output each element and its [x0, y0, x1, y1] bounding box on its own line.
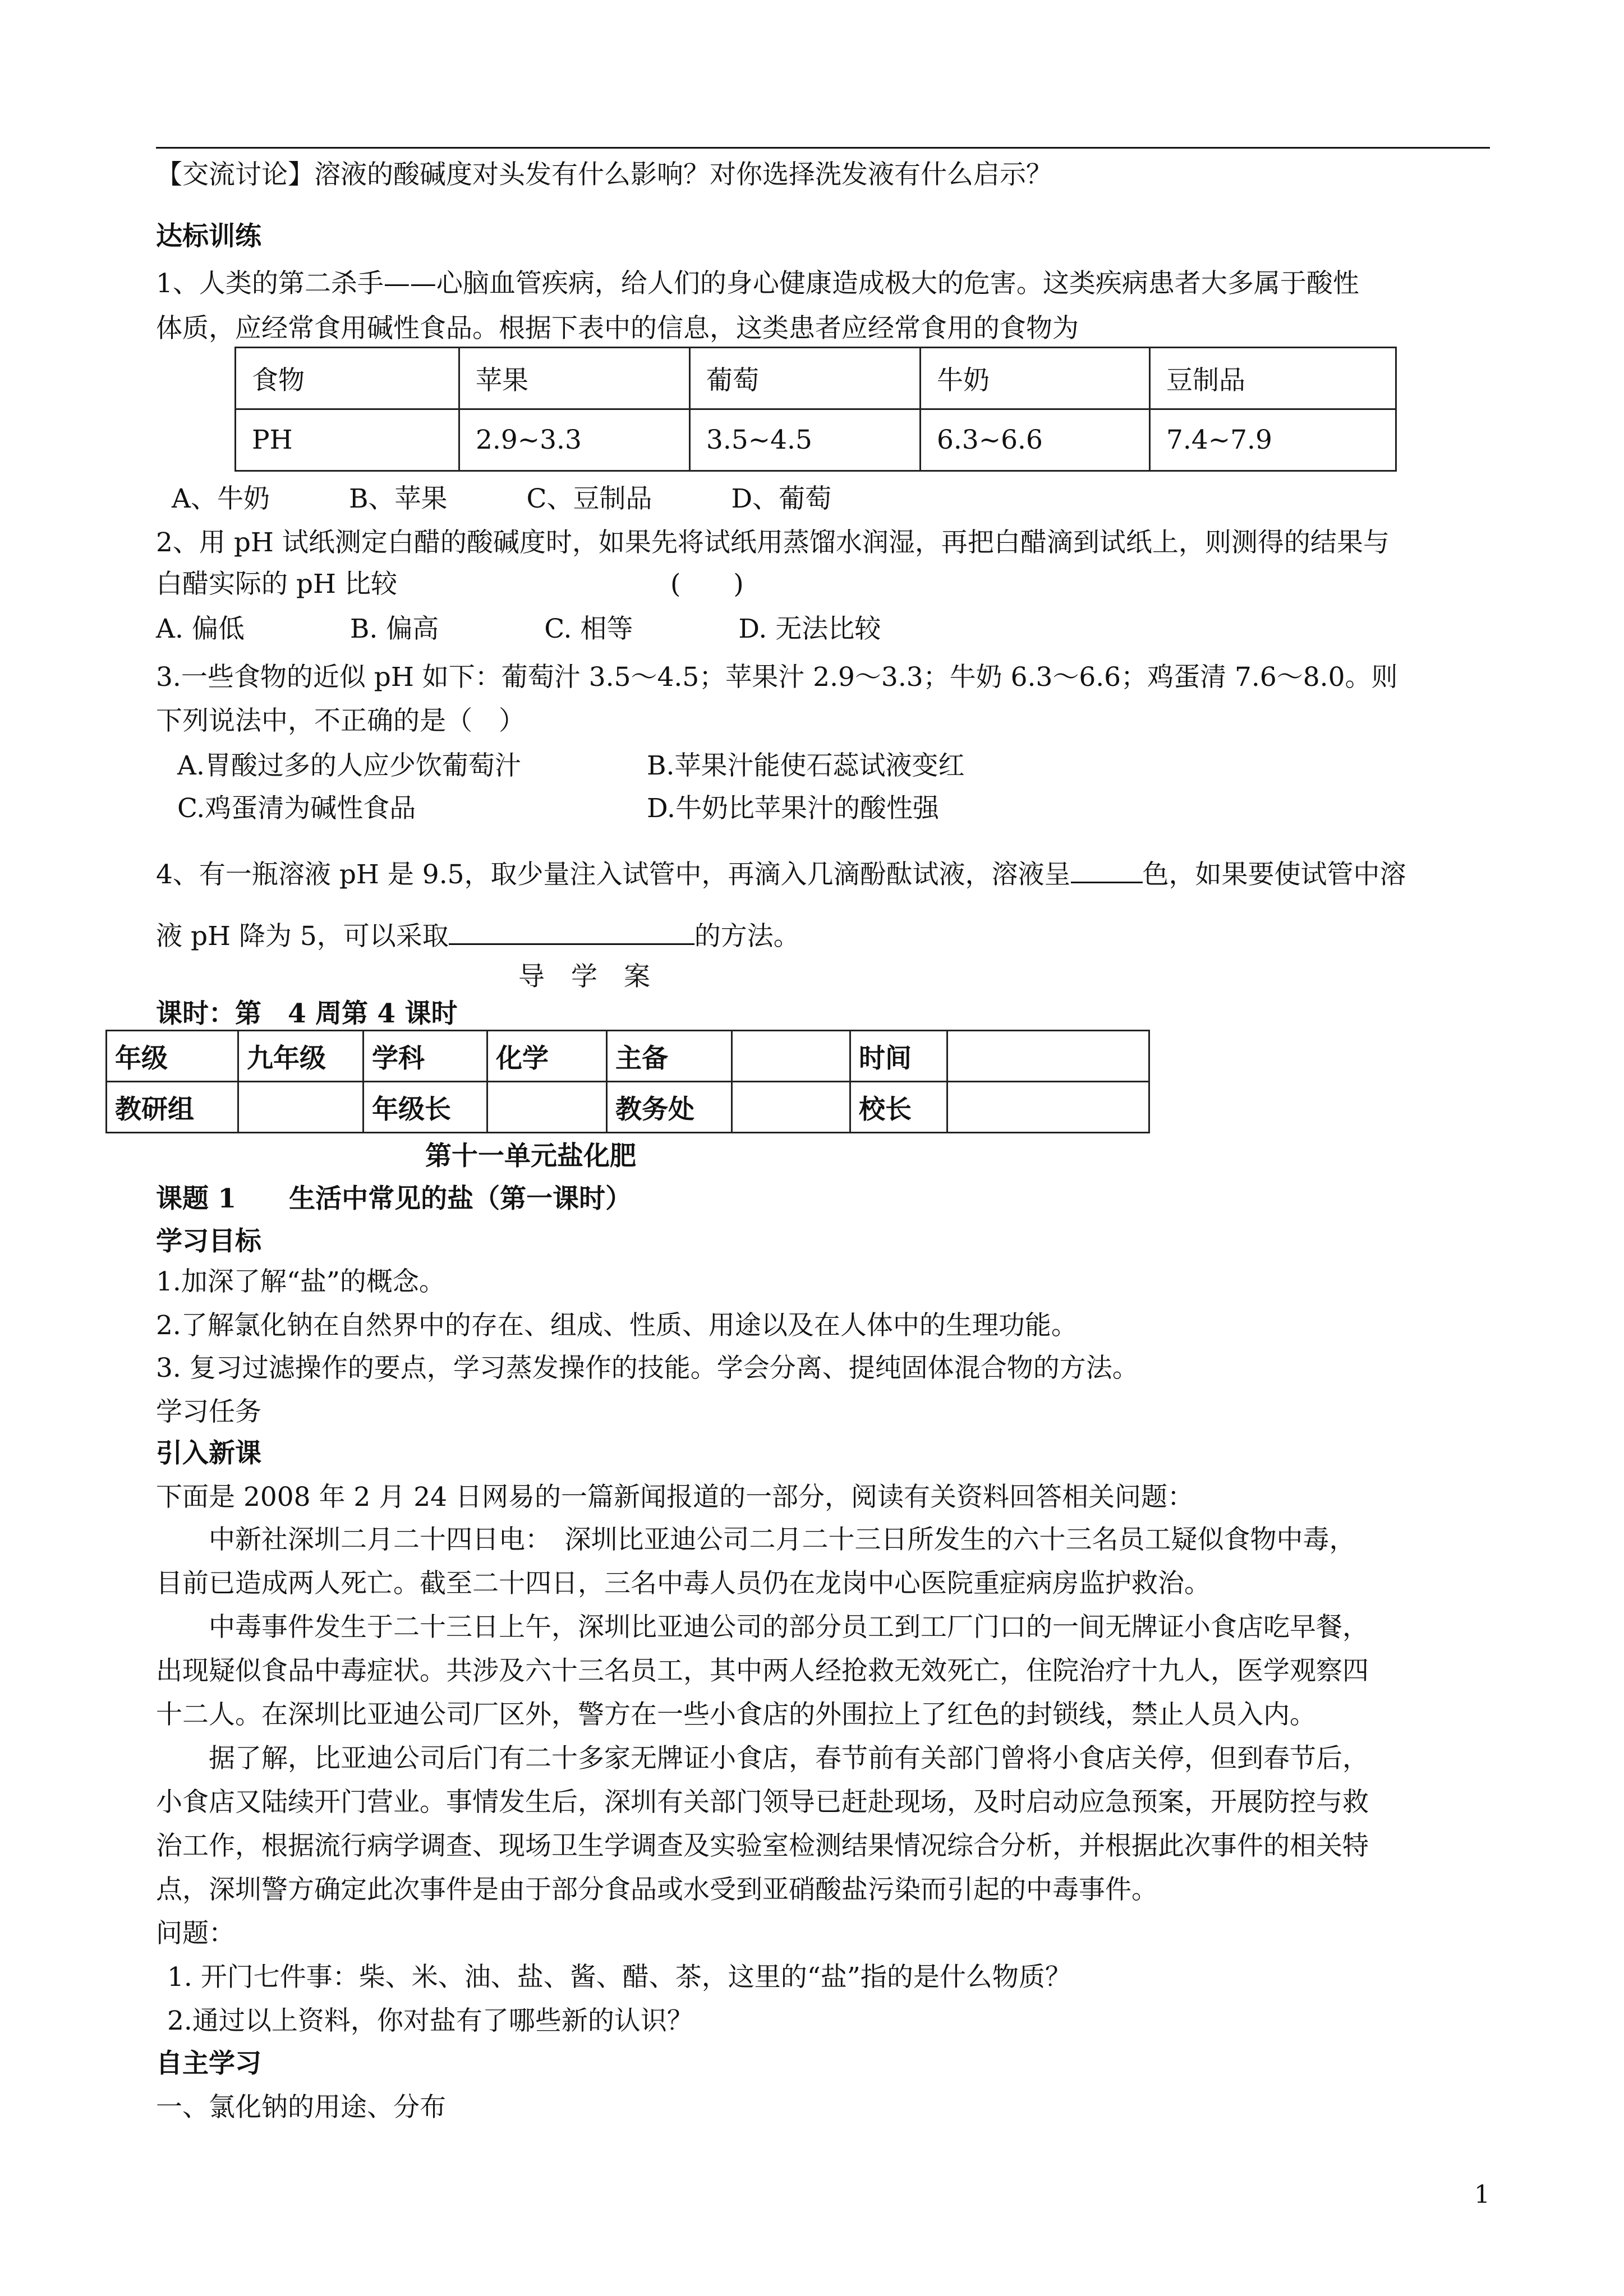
table-cell: 化学 [487, 1031, 607, 1082]
intro-heading: 引入新课 [156, 1438, 261, 1469]
table-cell: 7.4~7.9 [1150, 409, 1396, 471]
q4-line2 [156, 918, 800, 953]
intro-lead: 下面是 2008 年 2 月 24 日网易的一篇新闻报道的一部分，阅读有关资料回答相关问题： [156, 1482, 1194, 1513]
q4-blank-color[interactable] [1071, 856, 1143, 883]
table-cell: 牛奶 [921, 348, 1150, 409]
table-cell [238, 1082, 364, 1133]
table-row [236, 348, 1396, 409]
tasks-heading: 学习任务 [156, 1396, 261, 1427]
q3-option-a: A.胃酸过多的人应少饮葡萄汁 [177, 750, 521, 781]
news-line: 十二人。在深圳比亚迪公司厂区外，警方在一些小食店的外围拉上了红色的封锁线，禁止人员入内。 [156, 1699, 1316, 1730]
table-cell: 年级 [107, 1031, 238, 1082]
question-item: 1. 开门七件事：柴、米、油、盐、酱、醋、茶，这里的“盐”指的是什么物质？ [167, 1962, 1071, 1993]
q2-answer-paren: ( ) [670, 569, 744, 600]
q4-text-part1: 4、有一瓶溶液 pH 是 9.5，取少量注入试管中，再滴入几滴酚酞试液，溶液呈 [156, 859, 1071, 890]
q4-text-part4: 的方法。 [694, 921, 800, 952]
table-cell: 教务处 [607, 1082, 732, 1133]
table-cell [947, 1031, 1149, 1082]
table-cell: 豆制品 [1150, 348, 1396, 409]
questions-heading: 问题： [156, 1918, 235, 1949]
goal-item: 3. 复习过滤操作的要点，学习蒸发操作的技能。学会分离、提纯固体混合物的方法。 [156, 1353, 1139, 1384]
table-cell: 葡萄 [690, 348, 921, 409]
table-row [107, 1031, 1149, 1082]
food-ph-table [234, 347, 1397, 472]
topic-title: 课题 1 生活中常见的盐（第一课时） [156, 1183, 632, 1214]
self-study-heading: 自主学习 [156, 2048, 261, 2079]
table-cell: 时间 [850, 1031, 947, 1082]
page-number: 1 [1474, 2180, 1490, 2209]
news-line: 治工作，根据流行病学调查、现场卫生学调查及实验室检测结果情况综合分析，并根据此次事件的相关特 [156, 1831, 1369, 1861]
goal-item: 1.加深了解“盐”的概念。 [156, 1266, 445, 1297]
guide-title: 导 学 案 [518, 961, 650, 992]
table-cell: 2.9~3.3 [459, 409, 690, 471]
table-row [107, 1082, 1149, 1133]
lesson-info-table [105, 1030, 1150, 1133]
table-cell: 食物 [236, 348, 459, 409]
news-line: 中新社深圳二月二十四日电： 深圳比亚迪公司二月二十三日所发生的六十三名员工疑似食物中毒， [156, 1524, 1356, 1555]
q3-option-d: D.牛奶比苹果汁的酸性强 [647, 793, 939, 824]
table-row [236, 409, 1396, 471]
discussion-prompt: 【交流讨论】溶液的酸碱度对头发有什么影响？对你选择洗发液有什么启示？ [156, 159, 1052, 190]
news-line: 点，深圳警方确定此次事件是由于部分食品或水受到亚硝酸盐污染而引起的中毒事件。 [156, 1874, 1158, 1905]
table-cell: PH [236, 409, 459, 471]
q1-line1: 1、人类的第二杀手——心脑血管疾病，给人们的身心健康造成极大的危害。这类疾病患者大多属于酸性 [156, 268, 1359, 299]
table-cell: 主备 [607, 1031, 732, 1082]
q4-text-part2: 色，如果要使试管中溶 [1142, 859, 1406, 890]
q2-line1: 2、用 pH 试纸测定白醋的酸碱度时，如果先将试纸用蒸馏水润湿，再把白醋滴到试纸上，则测得的结果与 [156, 527, 1390, 558]
q1-line2: 体质，应经常食用碱性食品。根据下表中的信息，这类患者应经常食用的食物为 [156, 313, 1079, 344]
table-cell [487, 1082, 607, 1133]
table-cell: 教研组 [107, 1082, 238, 1133]
news-line: 出现疑似食品中毒症状。共涉及六十三名员工，其中两人经抢救无效死亡，住院治疗十九人，医学观察四 [156, 1656, 1369, 1686]
top-rule [156, 147, 1490, 149]
lesson-time: 课时：第 4 周第 4 课时 [156, 998, 458, 1029]
news-line: 据了解，比亚迪公司后门有二十多家无牌证小食店，春节前有关部门曾将小食店关停，但到春节后， [156, 1743, 1369, 1774]
q1-options: A、牛奶 B、苹果 C、豆制品 D、葡萄 [172, 483, 832, 514]
question-item: 2.通过以上资料，你对盐有了哪些新的认识？ [167, 2005, 693, 2036]
unit-title: 第十一单元盐化肥 [425, 1141, 636, 1172]
q3-line1: 3.一些食物的近似 pH 如下：葡萄汁 3.5～4.5；苹果汁 2.9～3.3；牛奶 6.3～6.6；鸡蛋清 7.6～8.0。则 [156, 662, 1398, 693]
q3-option-c: C.鸡蛋清为碱性食品 [177, 793, 416, 824]
table-cell: 年级长 [364, 1082, 487, 1133]
table-cell [732, 1082, 850, 1133]
table-cell: 6.3~6.6 [921, 409, 1150, 471]
news-line: 小食店又陆续开门营业。事情发生后，深圳有关部门领导已赶赴现场，及时启动应急预案，开展防控与救 [156, 1787, 1369, 1818]
goal-item: 2.了解氯化钠在自然界中的存在、组成、性质、用途以及在人体中的生理功能。 [156, 1310, 1078, 1341]
table-cell: 苹果 [459, 348, 690, 409]
goals-heading: 学习目标 [156, 1226, 261, 1257]
table-cell [732, 1031, 850, 1082]
table-cell: 校长 [850, 1082, 947, 1133]
q2-options: A. 偏低 B. 偏高 C. 相等 D. 无法比较 [156, 614, 881, 644]
news-line: 中毒事件发生于二十三日上午，深圳比亚迪公司的部分员工到工厂门口的一间无牌证小食店吃早餐， [156, 1612, 1369, 1643]
table-cell: 九年级 [238, 1031, 364, 1082]
q3-option-b: B.苹果汁能使石蕊试液变红 [647, 750, 965, 781]
table-cell: 3.5~4.5 [690, 409, 921, 471]
q2-line2: 白醋实际的 pH 比较 [156, 569, 397, 600]
news-line: 目前已造成两人死亡。截至二十四日，三名中毒人员仍在龙岗中心医院重症病房监护救治。 [156, 1568, 1211, 1599]
section-heading: 一、氯化钠的用途、分布 [156, 2092, 446, 2123]
q4-blank-method[interactable] [449, 918, 694, 945]
table-cell: 学科 [364, 1031, 487, 1082]
table-cell [947, 1082, 1149, 1133]
q4-text-part3: 液 pH 降为 5，可以采取 [156, 921, 449, 952]
training-heading: 达标训练 [156, 221, 261, 252]
q3-line2: 下列说法中，不正确的是（ ） [156, 706, 525, 736]
q4-line1 [156, 856, 1406, 892]
